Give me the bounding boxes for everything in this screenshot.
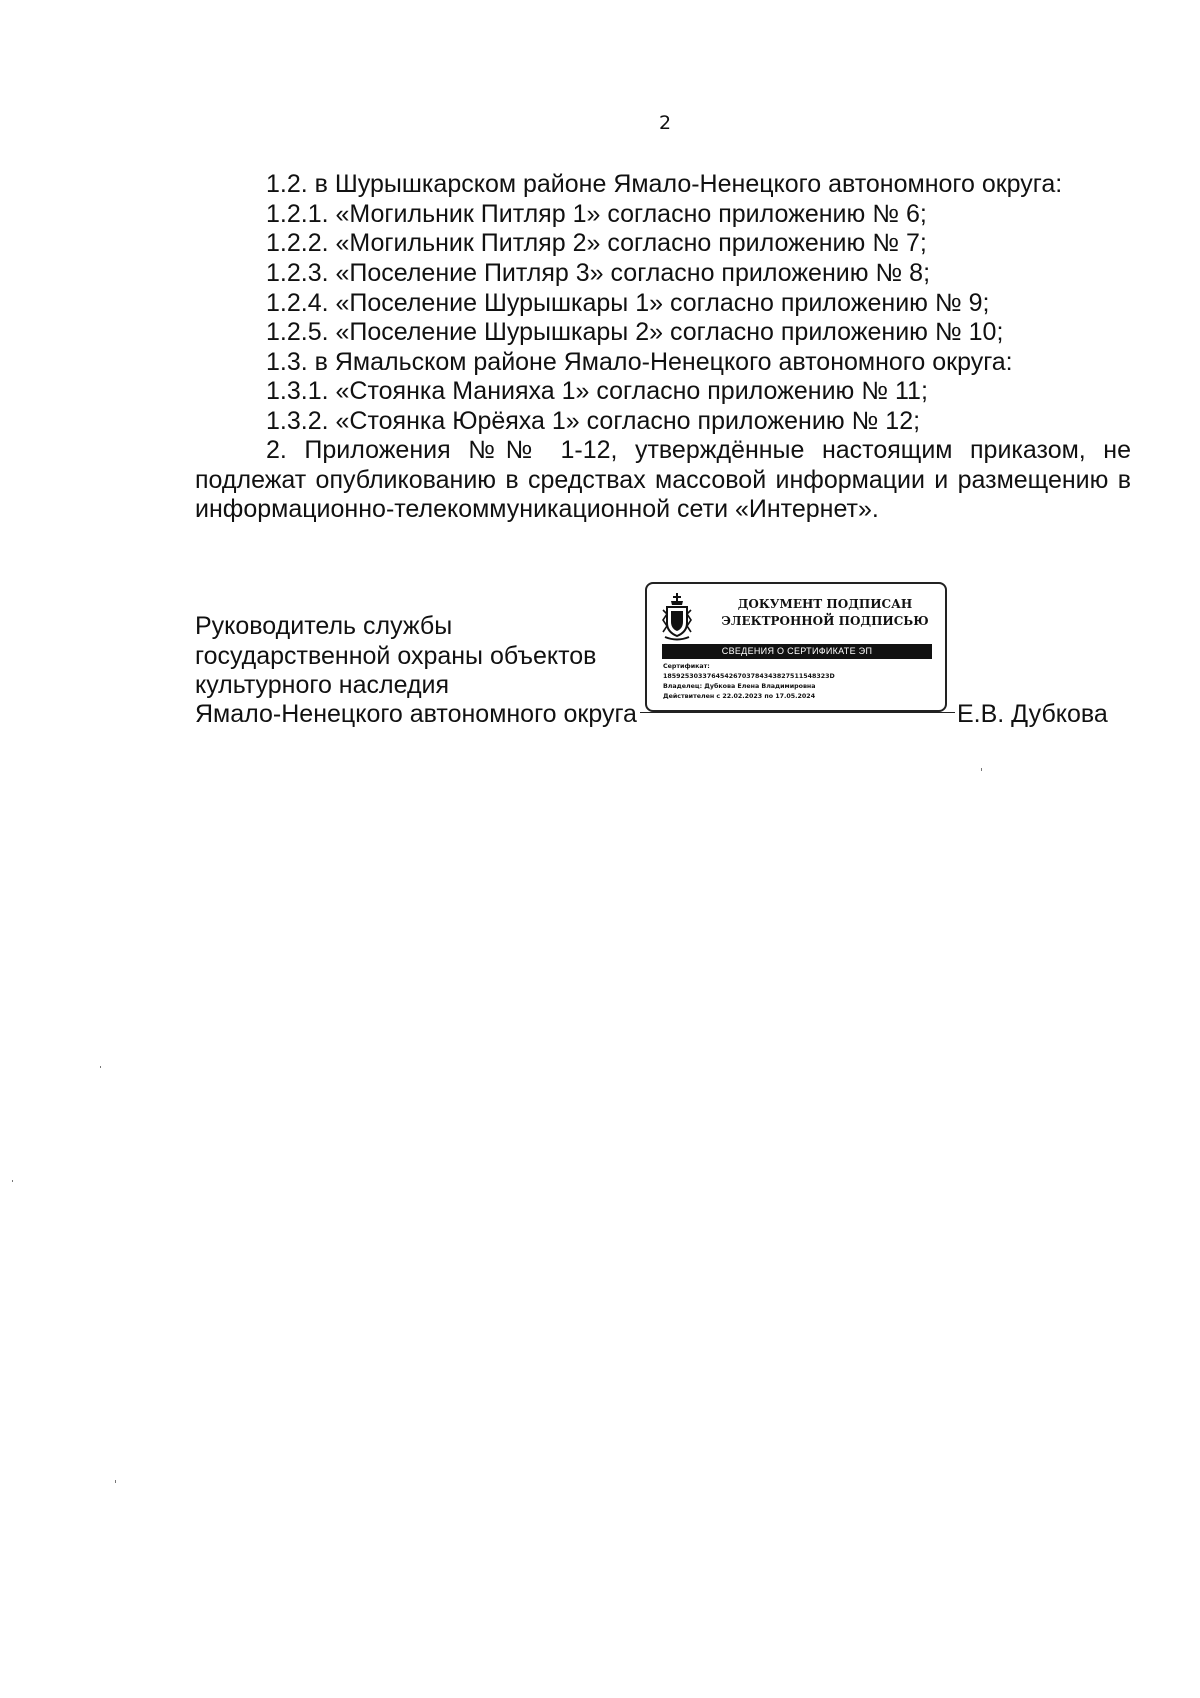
page-number: 2 [658, 112, 672, 134]
list-item: 1.2. в Шурышкарском районе Ямало-Ненецкого автономного округа: [266, 170, 1063, 198]
stamp-title: ДОКУМЕНТ ПОДПИСАН ЭЛЕКТРОННОЙ ПОДПИСЬЮ [721, 597, 929, 628]
list-item: 1.3.2. «Стоянка Юрёяха 1» согласно приложению № 12; [266, 407, 921, 435]
paragraph-line: подлежат опубликованию в средствах массовой информации и размещению в [195, 466, 1131, 494]
signer-position: Ямало-Ненецкого автономного округа [195, 700, 637, 728]
signer-position: культурного наследия [195, 671, 450, 699]
paragraph-line: информационно-телекоммуникационной сети «Интернет». [195, 495, 879, 523]
signer-name: Е.В. Дубкова [957, 700, 1108, 728]
list-item: 1.2.2. «Могильник Питляр 2» согласно приложению № 7; [266, 229, 927, 257]
list-item: 1.2.1. «Могильник Питляр 1» согласно приложению № 6; [266, 200, 927, 228]
certificate-info-bar: СВЕДЕНИЯ О СЕРТИФИКАТЕ ЭП [662, 644, 932, 659]
signer-position: государственной охраны объектов [195, 642, 597, 670]
scan-speck [100, 1066, 101, 1068]
list-item: 1.2.4. «Поселение Шурышкары 1» согласно приложению № 9; [266, 289, 990, 317]
coat-of-arms-icon [661, 592, 693, 644]
scan-speck [12, 1180, 13, 1182]
list-item: 1.2.3. «Поселение Питляр 3» согласно приложению № 8; [266, 259, 931, 287]
electronic-signature-stamp [645, 582, 947, 712]
signature-line [640, 712, 955, 713]
list-item: 1.3. в Ямальском районе Ямало-Ненецкого автономного округа: [266, 348, 1013, 376]
list-item: 1.3.1. «Стоянка Манияха 1» согласно приложению № 11; [266, 377, 928, 405]
scan-speck [115, 1480, 116, 1483]
scan-speck [981, 768, 982, 771]
paragraph-line: 2. Приложения №№ 1-12, утверждённые настоящим приказом, не [266, 436, 1131, 464]
signer-position: Руководитель службы [195, 612, 453, 640]
certificate-details: Сертификат: 18592530337645426703784343827511548323D Владелец: Дубкова Елена Владимировна Действителен с 22.02.2023 по 17.05.2024 [663, 663, 835, 700]
list-item: 1.2.5. «Поселение Шурышкары 2» согласно приложению № 10; [266, 318, 1004, 346]
